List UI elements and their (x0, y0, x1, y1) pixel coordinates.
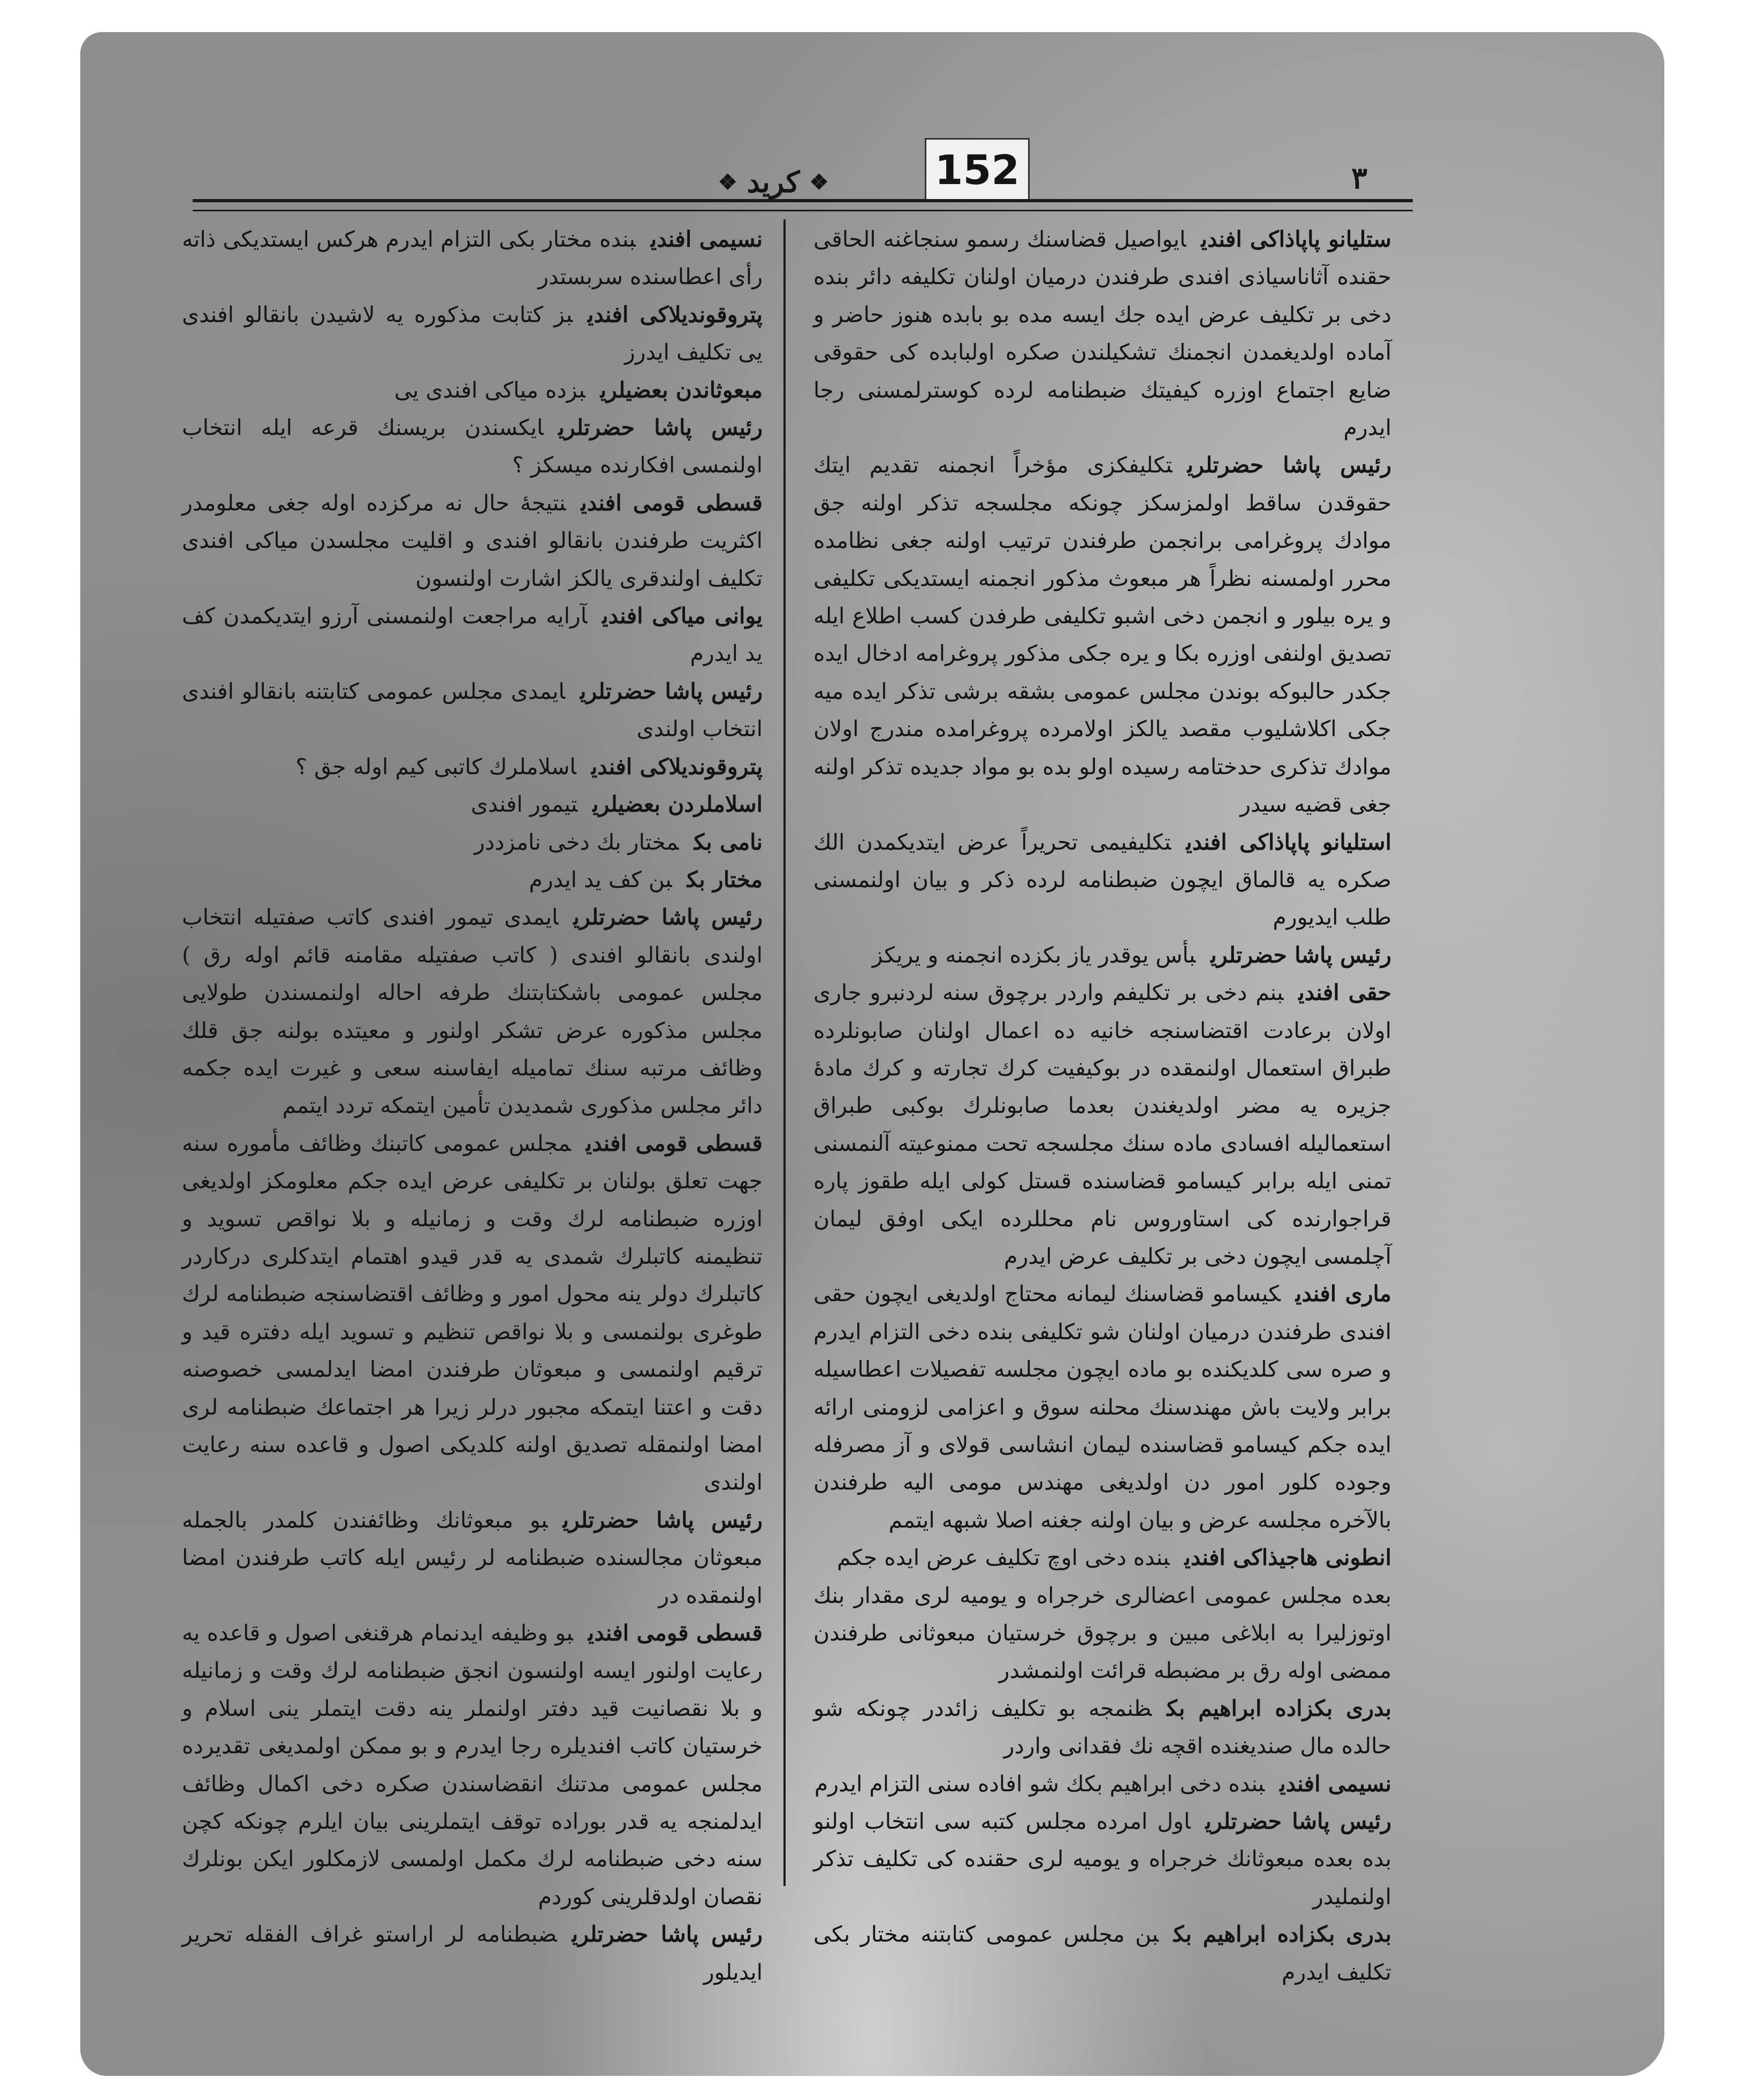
speaker-name: قسطی قومی افندی (588, 1620, 763, 1646)
paragraph-text: مجلس عمومی کاتبنك وظائف مأموره سنه جهت تعلق بولنان بر تکلیفی عرض ایده جکم معلومکز اولدیغی اوزره ضبطنامه لرك وقت و زمانیله و بلا نواقص تسوید و تنظیمنه کاتبلرك شمدی یه قدر قیدو اهتمام ایتدکلری درکاردر کاتبلرك دولر ینه محول امور و وظائف اقتضاسنجه ضبطنامه لرك طوغری بولنمسی و بلا نواقص تنظیم و تسوید ایله دفتره قید و ترقیم اولنمسی و مبعوثان طرفندن امضا ایدلمسی خصوصنه دقت و اعتنا ایتمکه مجبور درلر زیرا هر اجتماعك ضبطنامه لری امضا اولنمقله تصدیق اولنه کلدیکی اصول و قاعده سنه رعایت اولندی (182, 1130, 763, 1495)
paragraph (182, 1614, 763, 1915)
right-column (813, 220, 1391, 1991)
paragraph (182, 597, 763, 673)
masthead (685, 161, 862, 203)
speaker-name: مبعوثاندن بعضیلری (600, 377, 763, 403)
paragraph (182, 673, 763, 748)
paragraph-text: ایواصیل قضاسنك رسمو سنجاغنه الحاقی حقنده آثاناسیاذی افندی طرفندن درمیان اولنان تکلیفه دائر بنده دخی بر تکلیف عرض ایده جك ایسه مده بو بابده هنوز حاضر و آماده اولدیغمدن انجمنك تشکیلندن صکره اولبابده کی حقوقی ضایع اجتماع اوزره کیفیتك ضبطنامه لرده کوسترلمسنی رجا ایدرم (813, 226, 1391, 441)
newspaper-title: کرید (747, 165, 800, 199)
paragraph-text: نتیجهٔ حال نه مرکزده اوله جغی معلومدر اکثریت طرفندن بانقالو افندی و اقلیت مجلسدن میاکی افندی تکلیف اولندقری یالکز اشارت اولنسون (182, 490, 763, 591)
paragraph (182, 371, 763, 409)
paragraph (813, 220, 1391, 446)
paragraph-text: تیمور افندی (470, 791, 578, 818)
paragraph-text: تکلیفیمی تحریراً عرض ایتدیکمدن الك صکره یه قالماق ایچون ضبطنامه لرده ذکر و بیان اولنمسنی طلب ایدیورم (813, 829, 1391, 930)
ornament-icon: ❖ (718, 169, 737, 195)
paragraph-text: تکلیفکزی مؤخراً انجمنه تقدیم ایتك حقوقدن ساقط اولمزسکز چونکه مجلسجه تذکر اولنه جق موادك پروغرامی برانجمن طرفندن ترتیب اولنه جغی نظامده محرر اولمسنه نظراً هر مبعوث مذکور انجمنه ایستدیکی تکلیفی و یره بیلور و انجمن دخی اشبو تکلیفی طرفدن کسب اطلاع ایله تصدیق اولنفی اوزره بکا و یره جکی مذکور پروغرامه ادخال ایده جکدر حالبوکه بوندن مجلس عمومی بشقه برشی تذکر ایده میه جکی اکلاشلیوب مقصد یالکز اولامرده پروغرامده مندرج اولان موادك تذکری حدختامه رسیده اولو بده بو مواد جدیده تذکر اولنه جغی قضیه سیدر (813, 452, 1391, 818)
column-separator (783, 219, 786, 1886)
speaker-name: رئیس پاشا حضرتلری (1205, 1808, 1391, 1835)
paragraph-text: بنده دخی ابراهیم بکك شو افاده سنی التزام ایدرم (814, 1770, 1265, 1797)
paragraph (182, 409, 763, 484)
speaker-name: حقی افندی (1298, 980, 1392, 1006)
paragraph (813, 1915, 1391, 1991)
paragraph-text: ظنمجه بو تکلیف زائددر چونکه شو حالده مال صندیغنده اقچه نك فقدانی واردر (813, 1695, 1391, 1759)
paragraph-text: بو مبعوثانك وظائفندن کلمدر بالجمله مبعوثان مجالسنده ضبطنامه لر رئیس ایله کاتب طرفندن امضا اولنمقده در (182, 1507, 763, 1608)
paragraph (182, 823, 763, 861)
speaker-name: قسطی قومی افندی (585, 1130, 763, 1156)
paragraph-text: ایمدی تیمور افندی کاتب صفتیله انتخاب اولندی بانقالو افندی ( کاتب صفتیله مقامنه قائم اوله رق ) مجلس عمومی باشکتابتنك طرفه احاله اولنمسندن طولایی مجلس مذکوره عرض تشکر اولنور و معیتده بولنه جق قلك وظائف مرتبه سنك تماميله ایفاسنه سعی و غیرت ایده جکمه دائر مجلس مذکوری شمدیدن تأمین ایتمکه تردد ایتمم (182, 904, 763, 1119)
paragraph-text: ایمدی مجلس عمومی کتابتنه بانقالو افندی انتخاب اولندی (182, 678, 763, 742)
paragraph (813, 1577, 1391, 1690)
paragraph-text: اسلاملرك کاتبی کیم اوله جق ؟ (295, 753, 576, 780)
paragraph (813, 1539, 1391, 1576)
paragraph (813, 974, 1391, 1275)
speaker-name: رئیس پاشا حضرتلری (580, 678, 763, 704)
paragraph-text: بأس یوقدر یاز بکزده انجمنه و یریکز (872, 942, 1196, 968)
paragraph (813, 1765, 1391, 1803)
paragraph-text: بز کتابت مذکوره یه لاشیدن بانقالو افندی یی تکلیف ایدرز (182, 301, 763, 365)
speaker-name: پتروقوندیلاکی افندی (591, 753, 763, 780)
paragraph (813, 446, 1391, 823)
ornament-icon: ❖ (809, 169, 829, 195)
speaker-name: بدری بکزاده ابراهیم بك (1167, 1695, 1391, 1721)
speaker-name: نسیمی افندی (1280, 1770, 1391, 1797)
paragraph (182, 484, 763, 597)
paragraph-text: مختار بك دخی نامزددر (474, 829, 679, 855)
paragraph (182, 1125, 763, 1501)
paragraph (182, 861, 763, 898)
speaker-name: رئیس پاشا حضرتلری (573, 904, 763, 930)
paragraph (182, 898, 763, 1124)
paragraph (813, 1690, 1391, 1765)
paragraph-text: بنم دخی بر تکلیفم واردر برچوق سنه لردنبرو جاری اولان برعادت اقتضاسنجه خانیه ده اعمال اولنان صابونلرده طبراق استعمال اولنمقده در بوکیفیت کرك تجارته و کرك مادهٔ جزیره یه مضر اولدیغندن بعدما صابونلرك بوکبی طبراق استعمالیله افسادی ماده سنك مجلسجه تحت ممنوعیته آلنمسنی تمنی ایله برابر کیسامو قضاسنده قستل کولی ایله طقوز پاره قراجوارنده کی استاوروس نام محللرده ایکی اوفق لیمان آچلمسی ایچون دخی بر تکلیف عرض ایدرم (813, 980, 1391, 1269)
speaker-name: اسلاملردن بعضیلری (592, 791, 763, 818)
speaker-name: رئیس پاشا حضرتلری (1187, 452, 1391, 478)
paragraph-text: بعده مجلس عمومی اعضالری خرجراه و یومیه لری مقدار بنك اوتوزلیرا به ابلاغی مبین و برچوق خرستیان مبعوثانی طرفندن ممضی اوله رق بر مضبطه قرائت اولنمشدر (813, 1582, 1391, 1684)
paragraph (182, 748, 763, 785)
paragraph-text: بن کف ید ایدرم (529, 866, 672, 892)
speaker-name: نامی بك (694, 829, 763, 855)
paragraph-text: بو وظیفه ایدنمام هرقنغی اصول و قاعده یه رعایت اولنور ایسه اولنسون انجق ضبطنامه لرك وقت و زمانیله و بلا نقصانیت قید دفتر اولنملر ینه دقت ایتملر ینی اسلام و خرستیان کاتب افندیلره رجا ایدرم و بو ممکن اولمدیغی تقدیرده مجلس عمومی مدتنك انقضاسندن صکره دخی اکمال وظائف ایدلمنجه یه قدر بوراده توقف ایتملرینی بیان ایلرم چونکه کچن سنه دخی ضبطنامه لرك مکمل اولمسی لازمکلور ایکن بونلرك نقصان اولدقلرینی کوردم (182, 1620, 763, 1910)
paragraph (182, 296, 763, 371)
paragraph (182, 1501, 763, 1614)
paragraph-text: بن مجلس عمومی کتابتنه مختار بکی تکلیف ایدرم (813, 1921, 1391, 1985)
speaker-name: قسطی قومی افندی (581, 490, 763, 516)
paragraph (182, 785, 763, 823)
speaker-name: پتروقوندیلاکی افندی (588, 301, 763, 327)
paragraph-text: ضبطنامه لر اراستو غراف الفقله تحریر ایدیلور (182, 1921, 763, 1985)
archive-number: 152 (925, 138, 1030, 201)
speaker-name: رئیس پاشا حضرتلری (558, 415, 763, 441)
paragraph-text: بزده میاکی افندی یی (394, 377, 585, 403)
paragraph (182, 220, 763, 296)
speaker-name: ستلیانو پاپاذاکی افندی (1201, 226, 1391, 252)
speaker-name: مختار بك (687, 866, 763, 892)
speaker-name: نسیمی افندی (650, 226, 763, 252)
paragraph-text: کیسامو قضاسنك لیمانه محتاج اولدیغی ایچون حقی افندی طرفندن درمیان اولنان شو تکلیفی بنده دخی التزام ایدرم و صره سی کلدیکنده بو ماده ایچون مجلسه تفصیلات اعطاسیله برابر ولایت باش مهندسنك محلنه سوق و اعزامی لزومنی ارائه ایده جکم کیسامو قضاسنده لیمان انشاسی قولای و آز مصرفله وجوده کلور امور دن اولدیغی مهندس مومی الیه طرفندن بالآخره مجلسه عرض و بیان اولنه جغنه اصلا شبهه ایتمم (813, 1281, 1391, 1533)
paragraph-text: ایکسندن بریسنك قرعه ایله انتخاب اولنمسی افکارنده میسکز ؟ (182, 415, 763, 478)
speaker-name: رئیس پاشا حضرتلری (1211, 942, 1391, 968)
speaker-name: انطونی هاجیذاکی افندی (1184, 1545, 1391, 1571)
paragraph-text: آرایه مراجعت اولنمسنی آرزو ایتدیکمدن کف ید ایدرم (182, 603, 763, 667)
speaker-name: ماری افندی (1295, 1281, 1391, 1307)
paragraph (813, 936, 1391, 974)
paragraph-text: اول امرده مجلس کتبه سی انتخاب اولنو بده بعده مبعوثانك خرجراه و یومیه لری حقنده کی تکلیف تذکر اولنملیدر (813, 1808, 1391, 1910)
speaker-name: بدری بکزاده ابراهیم بك (1173, 1921, 1391, 1948)
header-rule (193, 199, 1413, 211)
speaker-name: استلیانو پاپاذاکی افندی (1186, 829, 1391, 855)
paragraph (182, 1915, 763, 1991)
paragraph (813, 1803, 1391, 1915)
paragraph (813, 1275, 1391, 1539)
speaker-name: یوانی میاکی افندی (602, 603, 763, 629)
speaker-name: رئیس پاشا حضرتلری (572, 1921, 763, 1948)
paragraph-text: بنده دخی اوچ تکلیف عرض ایده جکم (836, 1545, 1170, 1571)
paragraph-text: بنده مختار بکی التزام ایدرم هرکس ایستدیکی ذاته رأی اعطاسنده سربستدر (182, 226, 763, 290)
speaker-name: رئیس پاشا حضرتلری (562, 1507, 763, 1533)
paragraph (813, 823, 1391, 936)
page-number: ٣ (1351, 161, 1368, 196)
left-column (182, 220, 763, 1991)
